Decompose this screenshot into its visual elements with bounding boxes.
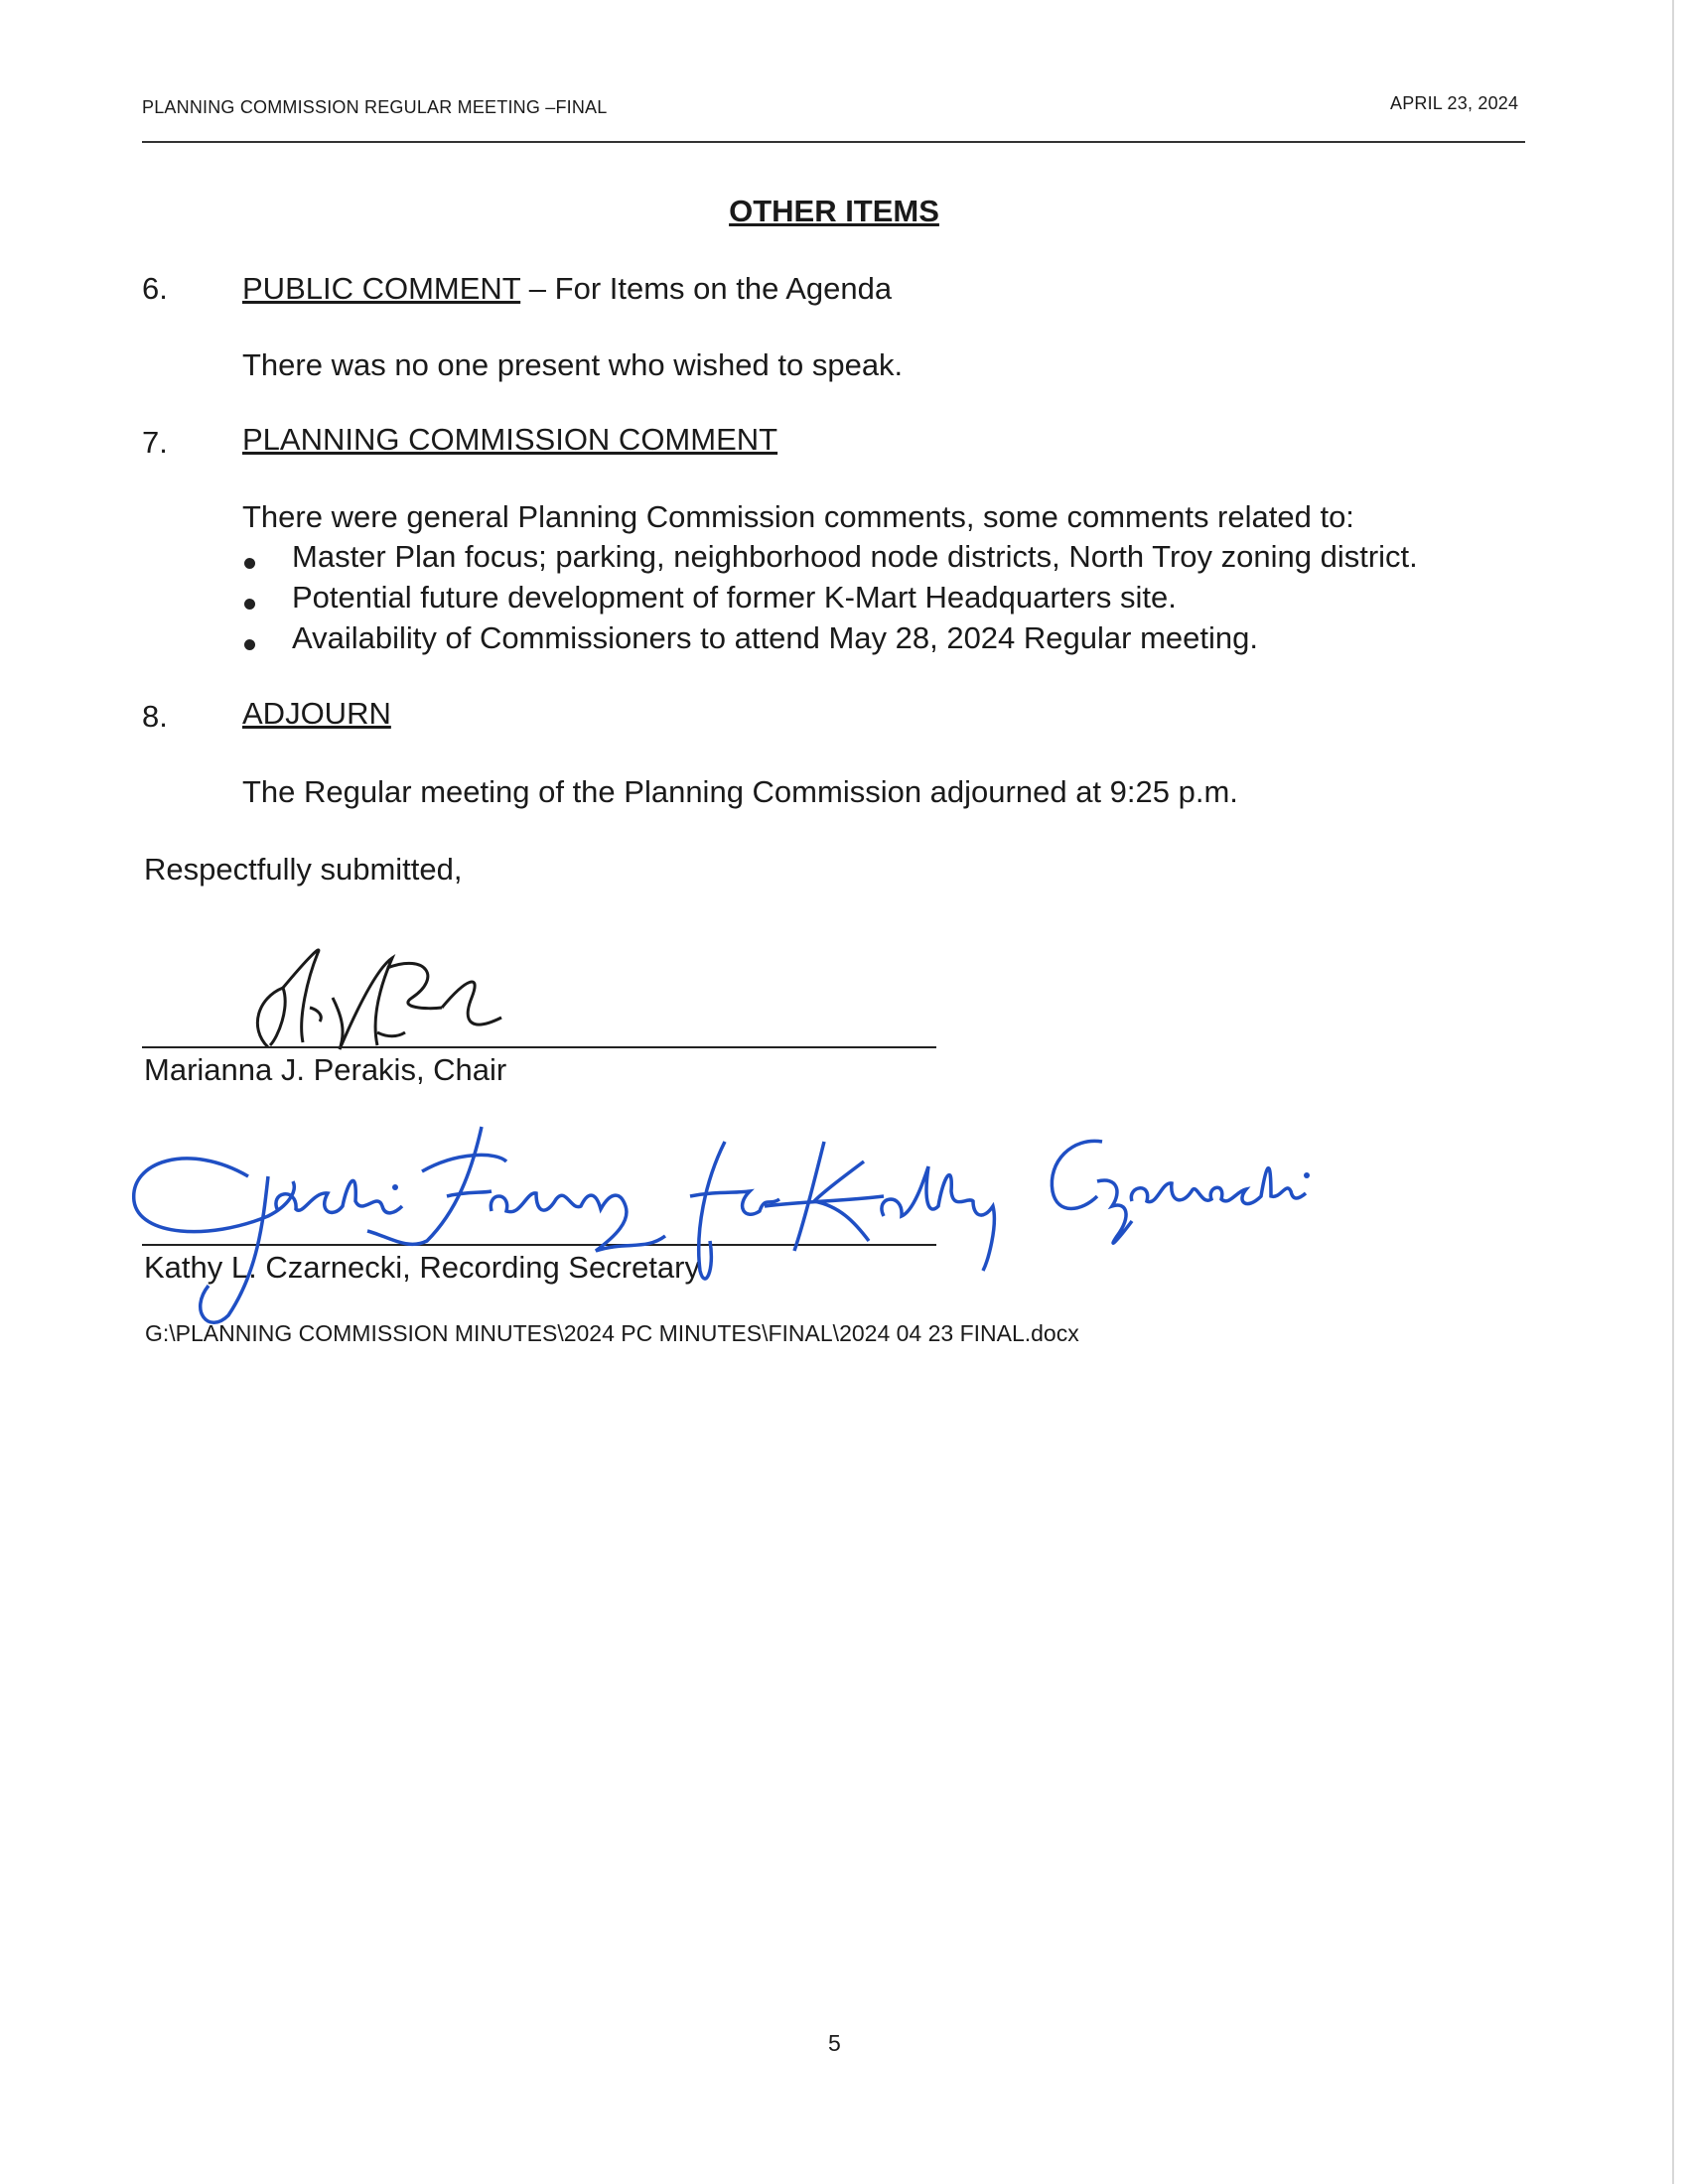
item-8-heading: ADJOURN — [242, 696, 391, 731]
chair-signature-line — [142, 1046, 936, 1048]
bullet-marker — [244, 639, 255, 650]
scan-edge — [1672, 0, 1674, 2184]
bullet-marker — [244, 599, 255, 610]
item-7-number: 7. — [142, 425, 168, 460]
item-7-bullet-3: Availability of Commissioners to attend May 28, 2024 Regular meeting. — [292, 620, 1258, 655]
item-7-body: There were general Planning Commission comments, some comments related to: — [242, 499, 1354, 534]
header-date: APRIL 23, 2024 — [1390, 93, 1519, 113]
item-7-heading: PLANNING COMMISSION COMMENT — [242, 422, 778, 457]
item-7-bullet-2: Potential future development of former K-Mart Headquarters site. — [292, 580, 1177, 614]
secretary-name: Kathy L. Czarnecki, Recording Secretary — [144, 1250, 700, 1285]
item-7-bullet-1: Master Plan focus; parking, neighborhood node districts, North Troy zoning district. — [292, 539, 1418, 574]
section-title: OTHER ITEMS — [729, 194, 939, 228]
item-6-heading-label: PUBLIC COMMENT — [242, 271, 521, 306]
file-path: G:\PLANNING COMMISSION MINUTES\2024 PC MINUTES\FINAL\2024 04 23 FINAL.docx — [145, 1320, 1079, 1346]
chair-name: Marianna J. Perakis, Chair — [144, 1052, 507, 1087]
item-6-number: 6. — [142, 271, 168, 306]
closing-text: Respectfully submitted, — [144, 852, 463, 887]
item-8-number: 8. — [142, 699, 168, 734]
header-title: PLANNING COMMISSION REGULAR MEETING –FINAL — [142, 97, 608, 117]
chair-signature-image — [228, 938, 546, 1057]
header-divider — [142, 141, 1525, 143]
item-6-body: There was no one present who wished to speak. — [242, 347, 904, 382]
item-6-heading — [242, 271, 892, 307]
bullet-marker — [244, 558, 255, 569]
page-number: 5 — [828, 2030, 841, 2056]
item-6-heading-suffix: – For Items on the Agenda — [520, 271, 893, 306]
item-8-body: The Regular meeting of the Planning Commission adjourned at 9:25 p.m. — [242, 774, 1238, 809]
secretary-signature-image — [129, 1122, 1321, 1320]
